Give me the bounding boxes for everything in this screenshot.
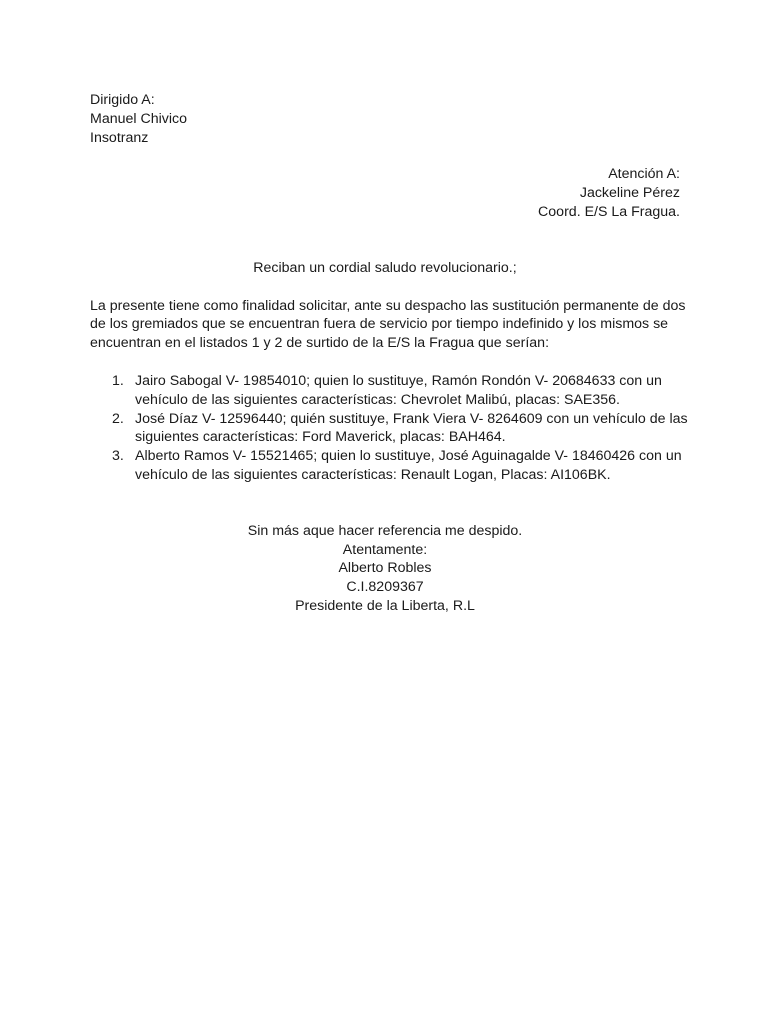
list-item-line: Alberto Ramos V- 15521465; quien lo sustituye, José Aguinagalde V- 18460426 con un [135,448,682,465]
closing-sign-off: Atentamente: [342,541,428,558]
list-item-number: 2. [112,410,124,427]
signer-title: Presidente de la Liberta, R.L [295,597,475,614]
greeting-text: Reciban un cordial saludo revolucionario.; [253,259,517,276]
attention-role: Coord. E/S La Fragua. [538,203,680,220]
list-item-line: vehículo de las siguientes características: Chevrolet Malibú, placas: SAE356. [135,391,620,408]
addressee-block [90,91,680,147]
attention-name: Jackeline Pérez [579,185,680,202]
list-item-number: 3. [112,448,124,465]
body-line: La presente tiene como finalidad solicitar, ante su despacho las sustitución permanente de dos [90,297,686,314]
list-item-line: José Díaz V- 12596440; quién sustituye, Frank Viera V- 8264609 con un vehículo de las [135,410,688,427]
list-item-number: 1. [112,372,124,389]
signer-id: C.I.8209367 [346,579,424,596]
list-item-line: Jairo Sabogal V- 19854010; quien lo sustituye, Ramón Rondón V- 20684633 con un [135,372,662,389]
list-item [90,410,688,448]
signer-name: Alberto Robles [338,560,432,577]
closing-block [90,522,680,616]
addressee-name: Manuel Chivico [90,110,187,127]
body-paragraph [90,297,686,353]
list-item [90,447,680,485]
list-item [90,372,680,410]
body-line: encuentran en el listados 1 y 2 de surtido de la E/S la Fragua que serían: [90,335,550,352]
list-item-line: vehículo de las siguientes características: Renault Logan, Placas: AI106BK. [135,466,611,483]
attention-block [90,165,680,221]
addressee-label: Dirigido A: [90,92,155,108]
list-item-line: siguientes características: Ford Maverick, placas: BAH464. [135,429,506,446]
greeting [90,259,680,278]
replacement-list [90,372,688,485]
body-line: de los gremiados que se encuentran fuera de servicio por tiempo indefinido y los mismos se [90,316,669,333]
closing-farewell: Sin más aque hacer referencia me despido. [247,522,523,539]
addressee-company: Insotranz [90,129,149,146]
attention-label: Atención A: [608,166,680,183]
letter-page [90,91,688,616]
